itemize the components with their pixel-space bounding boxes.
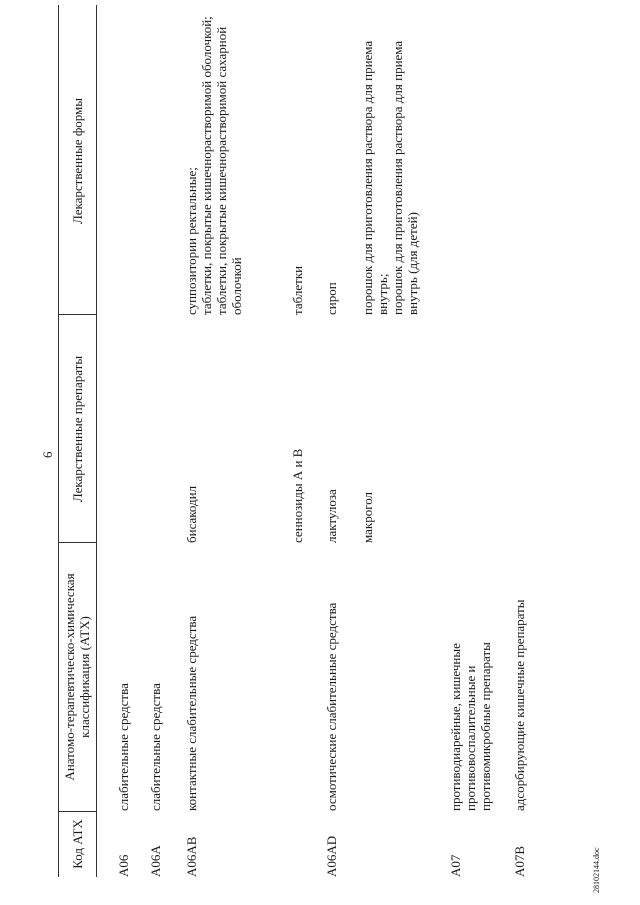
column-divider-2: [58, 542, 96, 543]
column-divider-3: [58, 314, 96, 315]
row-code: A06AD: [324, 835, 339, 877]
row-code: A06AB: [184, 836, 199, 877]
row-classification: осмотические слабительные средства: [324, 602, 339, 811]
row-drug: бисакодил: [184, 485, 199, 543]
row-code: A07B: [512, 845, 527, 877]
header-forms: Лекарственные формы: [70, 97, 85, 225]
row-classification: слабительные средства: [148, 683, 163, 811]
page-number: 6: [40, 451, 55, 458]
row-drug: лактулоза: [324, 489, 339, 543]
table-header-bottom-border: [96, 5, 97, 877]
row-code: A07: [448, 854, 463, 877]
header-code: Код АТХ: [70, 819, 85, 869]
row-form: таблетки: [290, 265, 305, 315]
row-code: A06: [116, 854, 131, 877]
row-classification: адсорбирующие кишечные препараты: [512, 599, 527, 811]
row-form: порошок для приготовления раствора для приема внутрь; порошок для приготовления раствора для приема внутрь (для детей): [360, 40, 420, 315]
footer-filename: 28102144.doc: [592, 847, 601, 893]
row-drug: сеннозиды А и В: [290, 448, 305, 543]
column-divider-1: [58, 811, 96, 812]
header-classification: Анатомо-терапевтическо-химическая классификация (АТХ): [62, 573, 92, 781]
row-classification: противодиарейные, кишечные противовоспалительные и противомикробные препараты: [448, 642, 493, 811]
row-classification: контактные слабительные средства: [184, 615, 199, 811]
row-code: A06A: [148, 845, 163, 877]
row-classification: слабительные средства: [116, 683, 131, 811]
table-top-border: [58, 5, 59, 877]
row-form: сироп: [324, 282, 339, 315]
row-drug: макрогол: [360, 491, 375, 543]
header-drugs: Лекарственные препараты: [70, 355, 85, 503]
row-form: суппозитории ректальные; таблетки, покрытые кишечнорастворимой оболочкой; таблетки, покрытые кишечнорастворимой сахарной оболочкой: [184, 16, 244, 315]
